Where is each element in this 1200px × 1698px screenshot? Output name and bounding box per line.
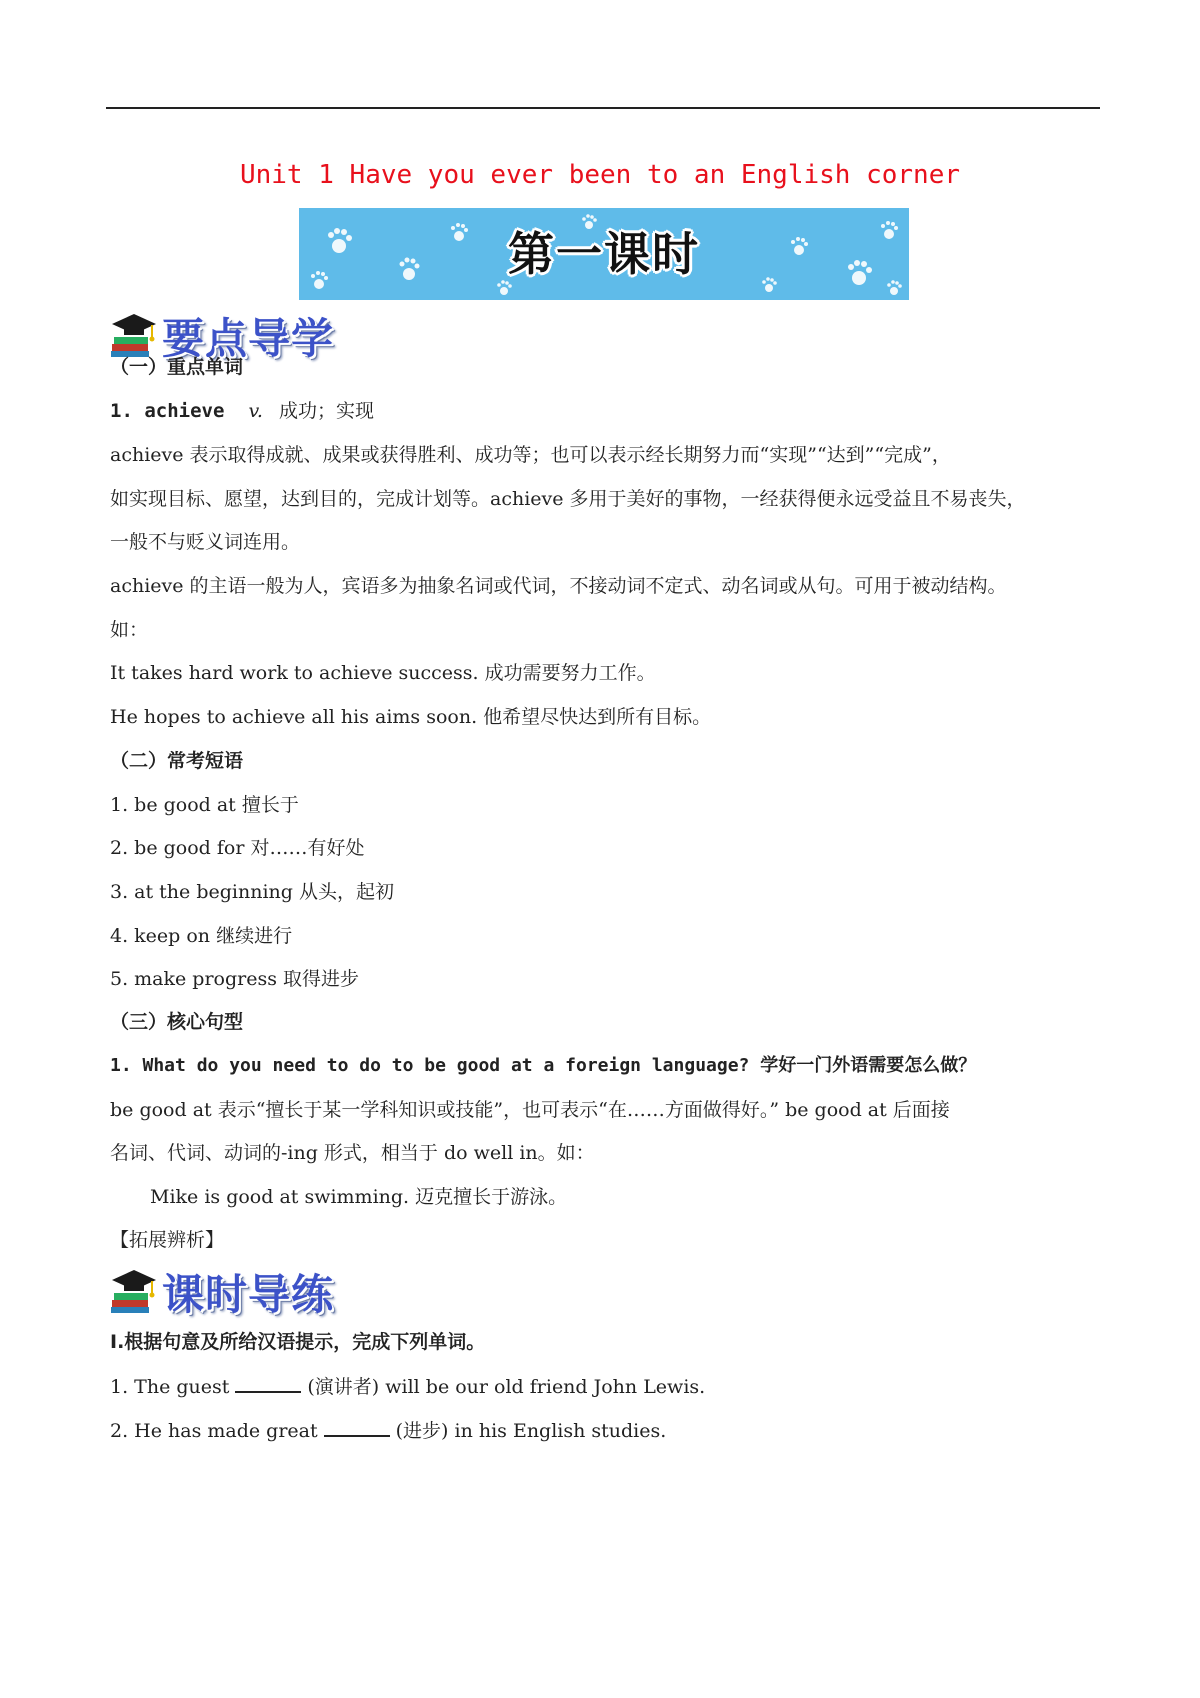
heading-sentence-patterns: （三）核心句型 bbox=[110, 1011, 244, 1033]
graduation-cap-books-icon bbox=[108, 1264, 160, 1316]
exercise-item bbox=[110, 1373, 705, 1399]
example-sentence: Mike is good at swimming. 迈克擅长于游泳。 bbox=[150, 1186, 568, 1208]
answer-blank[interactable] bbox=[324, 1417, 390, 1437]
heading-expand: 【拓展辨析】 bbox=[110, 1229, 225, 1251]
section-title: 要点导学 bbox=[162, 314, 335, 363]
paragraph-line: 一般不与贬义词连用。 bbox=[110, 531, 301, 553]
phrase-item: 5. make progress 取得进步 bbox=[110, 968, 360, 990]
phrase-item: 2. be good for 对……有好处 bbox=[110, 837, 365, 859]
graduation-cap-books-icon bbox=[108, 308, 160, 360]
phrase-item: 3. at the beginning 从头，起初 bbox=[110, 881, 394, 903]
exercise-text-after: (进步) in his English studies. bbox=[395, 1420, 667, 1442]
answer-blank[interactable] bbox=[235, 1373, 301, 1393]
paragraph-line: be good at 表示“擅长于某一学科知识或技能”，也可表示“在……方面做得好。” be good at 后面接 bbox=[110, 1099, 950, 1121]
paragraph-line: 如实现目标、愿望，达到目的，完成计划等。achieve 多用于美好的事物，一经获得便永远受益且不易丧失， bbox=[110, 488, 1026, 510]
example-sentence: He hopes to achieve all his aims soon. 他希望尽快达到所有目标。 bbox=[110, 706, 712, 728]
top-rule bbox=[106, 107, 1100, 109]
exercise-text-before: 2. He has made great bbox=[110, 1420, 318, 1442]
lesson-banner bbox=[299, 208, 909, 300]
page-title: Unit 1 Have you ever been to an English corner bbox=[239, 160, 961, 190]
exercise-item bbox=[110, 1417, 666, 1443]
exercise-instruction: Ⅰ.根据句意及所给汉语提示，完成下列单词。 bbox=[110, 1331, 486, 1353]
word-pos: v. bbox=[248, 400, 263, 422]
paragraph-line: 如： bbox=[110, 619, 149, 641]
heading-key-words: （一）重点单词 bbox=[110, 356, 244, 378]
example-sentence: It takes hard work to achieve success. 成功需要努力工作。 bbox=[110, 662, 656, 684]
section-title: 课时导练 bbox=[162, 1270, 335, 1319]
phrase-item: 4. keep on 继续进行 bbox=[110, 925, 293, 947]
phrase-item: 1. be good at 擅长于 bbox=[110, 794, 299, 816]
paragraph-line: 名词、代词、动词的-ing 形式，相当于 do well in。如： bbox=[110, 1142, 595, 1164]
word-entry bbox=[110, 399, 374, 423]
word-headword: 1. achieve bbox=[110, 400, 225, 422]
paragraph-line: achieve 表示取得成就、成果或获得胜利、成功等；也可以表示经长期努力而“实现”“达到”“完成”， bbox=[110, 444, 951, 466]
banner-label: 第一课时 bbox=[508, 227, 700, 281]
heading-phrases: （二）常考短语 bbox=[110, 750, 244, 772]
exercise-text-after: (演讲者) will be our old friend John Lewis. bbox=[307, 1376, 706, 1398]
sentence-pattern: 1. What do you need to do to be good at a foreign language? 学好一门外语需要怎么做？ bbox=[110, 1055, 977, 1076]
exercise-text-before: 1. The guest bbox=[110, 1376, 230, 1398]
paragraph-line: achieve 的主语一般为人，宾语多为抽象名词或代词，不接动词不定式、动名词或从句。可用于被动结构。 bbox=[110, 575, 1007, 597]
word-meaning: 成功；实现 bbox=[279, 400, 375, 422]
